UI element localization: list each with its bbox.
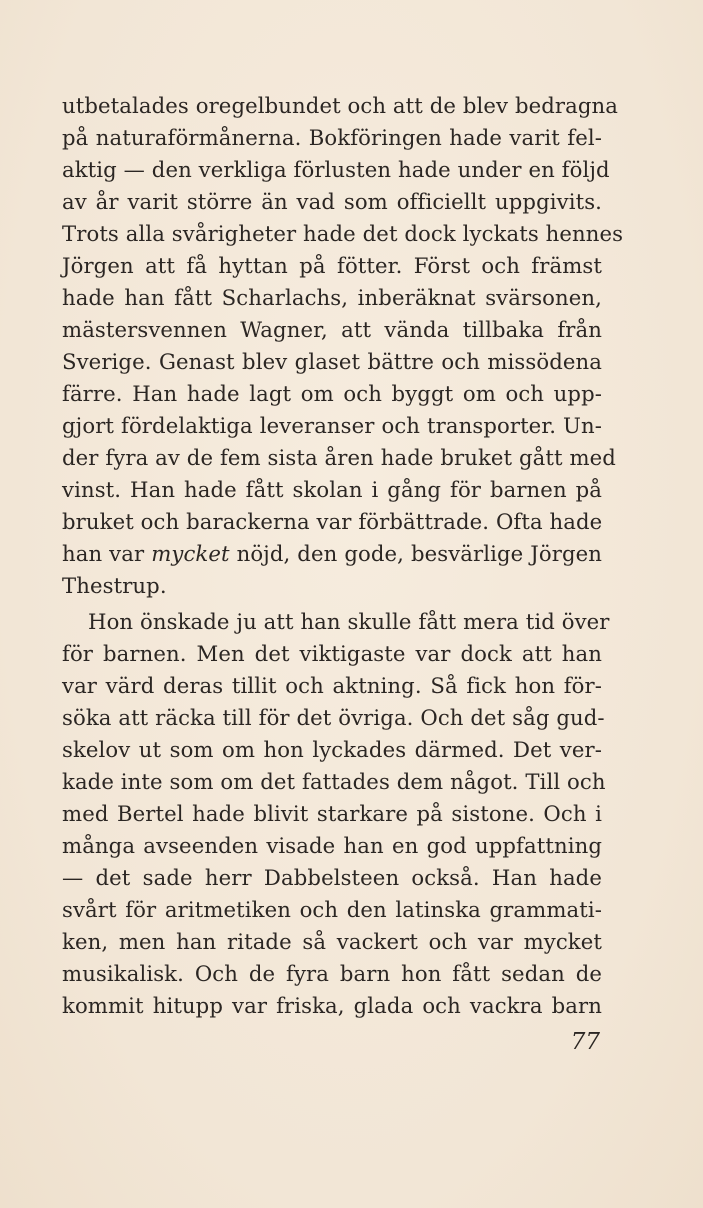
- text-line: söka att räcka till för det övriga. Och det såg gud-: [62, 705, 605, 730]
- text-line: aktig — den verkliga förlusten hade under en följd: [62, 157, 610, 182]
- text-line: der fyra av de fem sista åren hade bruket gått med: [62, 445, 616, 470]
- text-line: Thestrup.: [62, 573, 167, 598]
- text-line: färre. Han hade lagt om och byggt om och upp-: [62, 381, 602, 406]
- text-line: svårt för aritmetiken och den latinska grammati-: [62, 897, 602, 922]
- paragraph-1: [62, 90, 624, 602]
- text-line: utbetalades oregelbundet och att de blev bedragna: [62, 93, 619, 118]
- paragraph-2: [62, 606, 610, 1022]
- text-line: mästersvennen Wagner, att vända tillbaka från: [62, 317, 602, 342]
- body-text: [62, 90, 624, 1022]
- text-line: ken, men han ritade så vackert och var mycket: [62, 929, 602, 954]
- text-line: vinst. Han hade fått skolan i gång för barnen på: [62, 477, 602, 502]
- text-line: Jörgen att få hyttan på fötter. Först och främst: [62, 253, 602, 278]
- text-line: han var mycket nöjd, den gode, besvärlige Jörgen: [62, 541, 602, 566]
- text-line: på naturaförmånerna. Bokföringen hade varit fel-: [62, 125, 602, 150]
- text-line: kade inte som om det fattades dem något. Till och: [62, 769, 606, 794]
- text-line: för barnen. Men det viktigaste var dock att han: [62, 641, 602, 666]
- page-number: 77: [570, 1029, 600, 1055]
- text-line: — det sade herr Dabbelsteen också. Han hade: [62, 865, 602, 890]
- text-line: gjort fördelaktiga leveranser och transporter. Un-: [62, 413, 602, 438]
- text-line: kommit hitupp var friska, glada och vackra barn: [62, 993, 602, 1018]
- text-line: med Bertel hade blivit starkare på sistone. Och i: [62, 801, 602, 826]
- text-line: var värd deras tillit och aktning. Så fick hon för-: [62, 673, 602, 698]
- text-line: bruket och barackerna var förbättrade. Ofta hade: [62, 509, 603, 534]
- text-line: Sverige. Genast blev glaset bättre och missödena: [62, 349, 602, 374]
- text-line: hade han fått Scharlachs, inberäknat svärsonen,: [62, 285, 602, 310]
- emphasized-word: mycket: [151, 541, 230, 566]
- text-line: av år varit större än vad som officiellt uppgivits.: [62, 189, 602, 214]
- text-line: Trots alla svårigheter hade det dock lyckats hennes: [62, 221, 624, 246]
- text-line: Hon önskade ju att han skulle fått mera tid över: [88, 609, 610, 634]
- text-line: skelov ut som om hon lyckades därmed. Det ver-: [62, 737, 602, 762]
- text-line: musikalisk. Och de fyra barn hon fått sedan de: [62, 961, 602, 986]
- text-line: många avseenden visade han en god uppfattning: [62, 833, 602, 858]
